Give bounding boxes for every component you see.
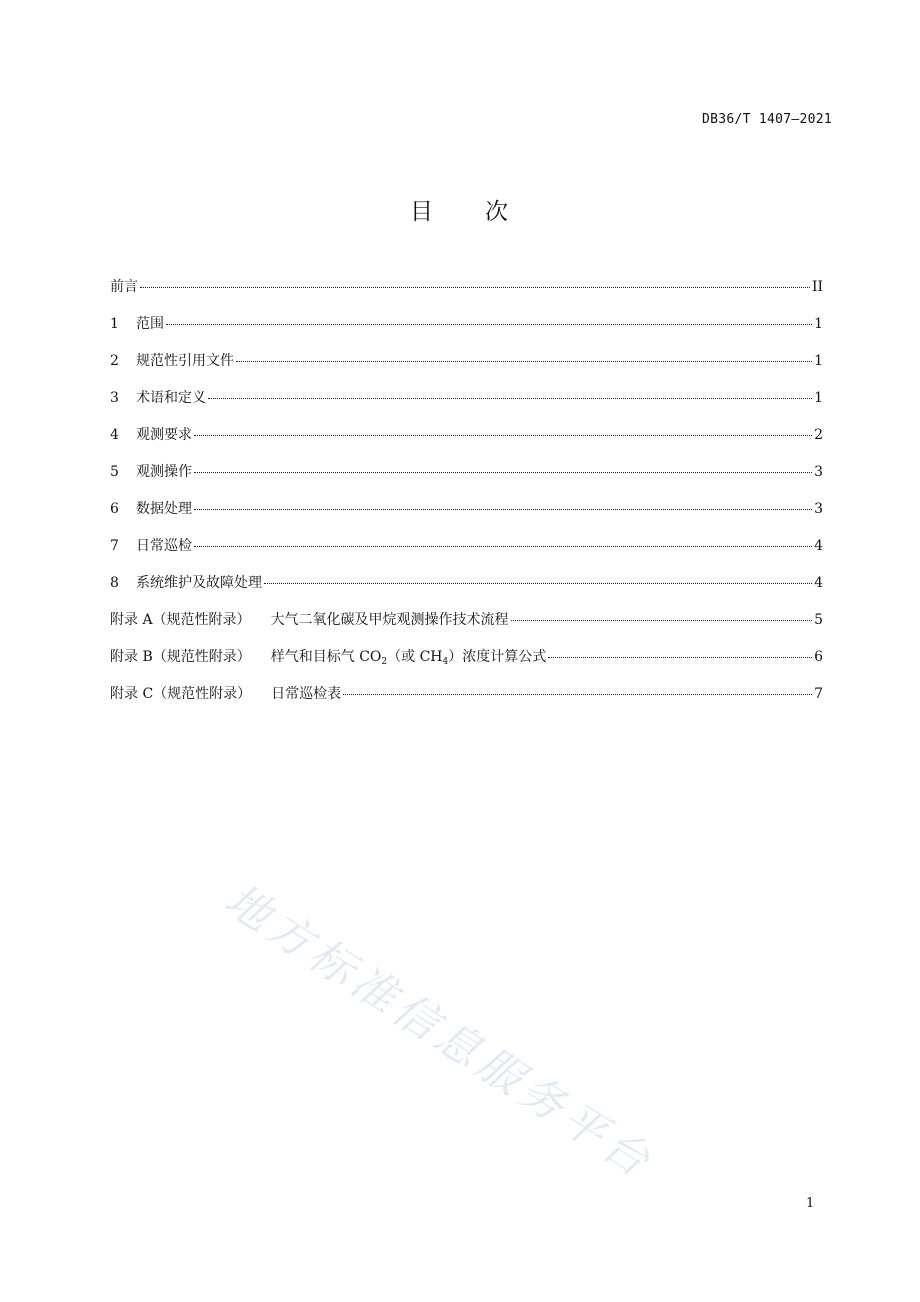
- toc-entry-observation-operation[interactable]: [110, 462, 823, 499]
- toc-number: 1: [110, 316, 119, 332]
- dot-leader: [264, 583, 812, 584]
- toc-entry-daily-inspection[interactable]: [110, 536, 823, 573]
- page-number: 1: [806, 1196, 815, 1211]
- dot-leader: [511, 620, 813, 621]
- dot-leader: [236, 361, 812, 362]
- toc-number: 2: [110, 353, 119, 369]
- standard-code: DB36/T 1407—2021: [701, 112, 832, 127]
- toc-label: 系统维护及故障处理: [136, 575, 262, 591]
- toc-label: 样气和目标气 $CO_2$（或 $CH_4$）浓度计算公式: [270, 649, 547, 667]
- toc-label: 规范性引用文件: [136, 353, 234, 369]
- toc-page-number: 3: [814, 464, 823, 480]
- toc-entry-appendix-a[interactable]: [110, 610, 823, 647]
- toc-page-number: 1: [814, 353, 823, 369]
- toc-label: 观测操作: [136, 464, 192, 480]
- toc-label: 范围: [136, 316, 164, 332]
- toc-number: 7: [110, 538, 119, 554]
- toc-number: 3: [110, 390, 119, 406]
- toc-entry-terms-definitions[interactable]: [110, 388, 823, 425]
- toc-page-number: 4: [814, 575, 823, 591]
- toc-page-number: 3: [814, 501, 823, 517]
- toc-label: 数据处理: [136, 501, 192, 517]
- watermark: 地方标准信息服务平台: [215, 874, 663, 1190]
- toc-page-number: 1: [814, 390, 823, 406]
- toc-entry-normative-references[interactable]: [110, 351, 823, 388]
- toc-label: 术语和定义: [136, 390, 206, 406]
- toc-number: 5: [110, 464, 119, 480]
- toc-page-number: II: [811, 279, 823, 295]
- dot-leader: [194, 435, 812, 436]
- dot-leader: [194, 509, 812, 510]
- dot-leader: [194, 546, 812, 547]
- dot-leader: [343, 694, 812, 695]
- toc-page-number: 5: [814, 612, 823, 628]
- toc-page-number: 2: [814, 427, 823, 443]
- toc-entry-maintenance[interactable]: [110, 573, 823, 610]
- toc-entry-appendix-b[interactable]: [110, 647, 823, 684]
- toc-page-number: 7: [814, 686, 823, 702]
- toc-label: 观测要求: [136, 427, 192, 443]
- toc-page-number: 6: [814, 649, 823, 665]
- dot-leader: [140, 287, 810, 288]
- table-of-contents: [110, 277, 823, 721]
- toc-entry-foreword[interactable]: [110, 277, 823, 314]
- appendix-id: 附录 B（规范性附录）: [110, 649, 251, 665]
- dot-leader: [166, 324, 812, 325]
- toc-number: 6: [110, 501, 119, 517]
- dot-leader: [194, 472, 812, 473]
- toc-entry-scope[interactable]: [110, 314, 823, 351]
- toc-page-number: 1: [814, 316, 823, 332]
- appendix-id: 附录 C（规范性附录）: [110, 686, 252, 702]
- dot-leader: [548, 657, 812, 658]
- toc-number: 8: [110, 575, 119, 591]
- toc-label: 日常巡检: [136, 538, 192, 554]
- page-title: 目 次: [410, 199, 510, 225]
- toc-number: 4: [110, 427, 119, 443]
- dot-leader: [208, 398, 812, 399]
- appendix-id: 附录 A（规范性附录）: [110, 612, 251, 628]
- toc-label: 日常巡检表: [271, 686, 342, 702]
- toc-entry-observation-requirements[interactable]: [110, 425, 823, 462]
- toc-entry-appendix-c[interactable]: [110, 684, 823, 721]
- toc-page-number: 4: [814, 538, 823, 554]
- toc-label: 大气二氧化碳及甲烷观测操作技术流程: [270, 612, 509, 628]
- toc-entry-data-processing[interactable]: [110, 499, 823, 536]
- toc-label: 前言: [110, 279, 138, 295]
